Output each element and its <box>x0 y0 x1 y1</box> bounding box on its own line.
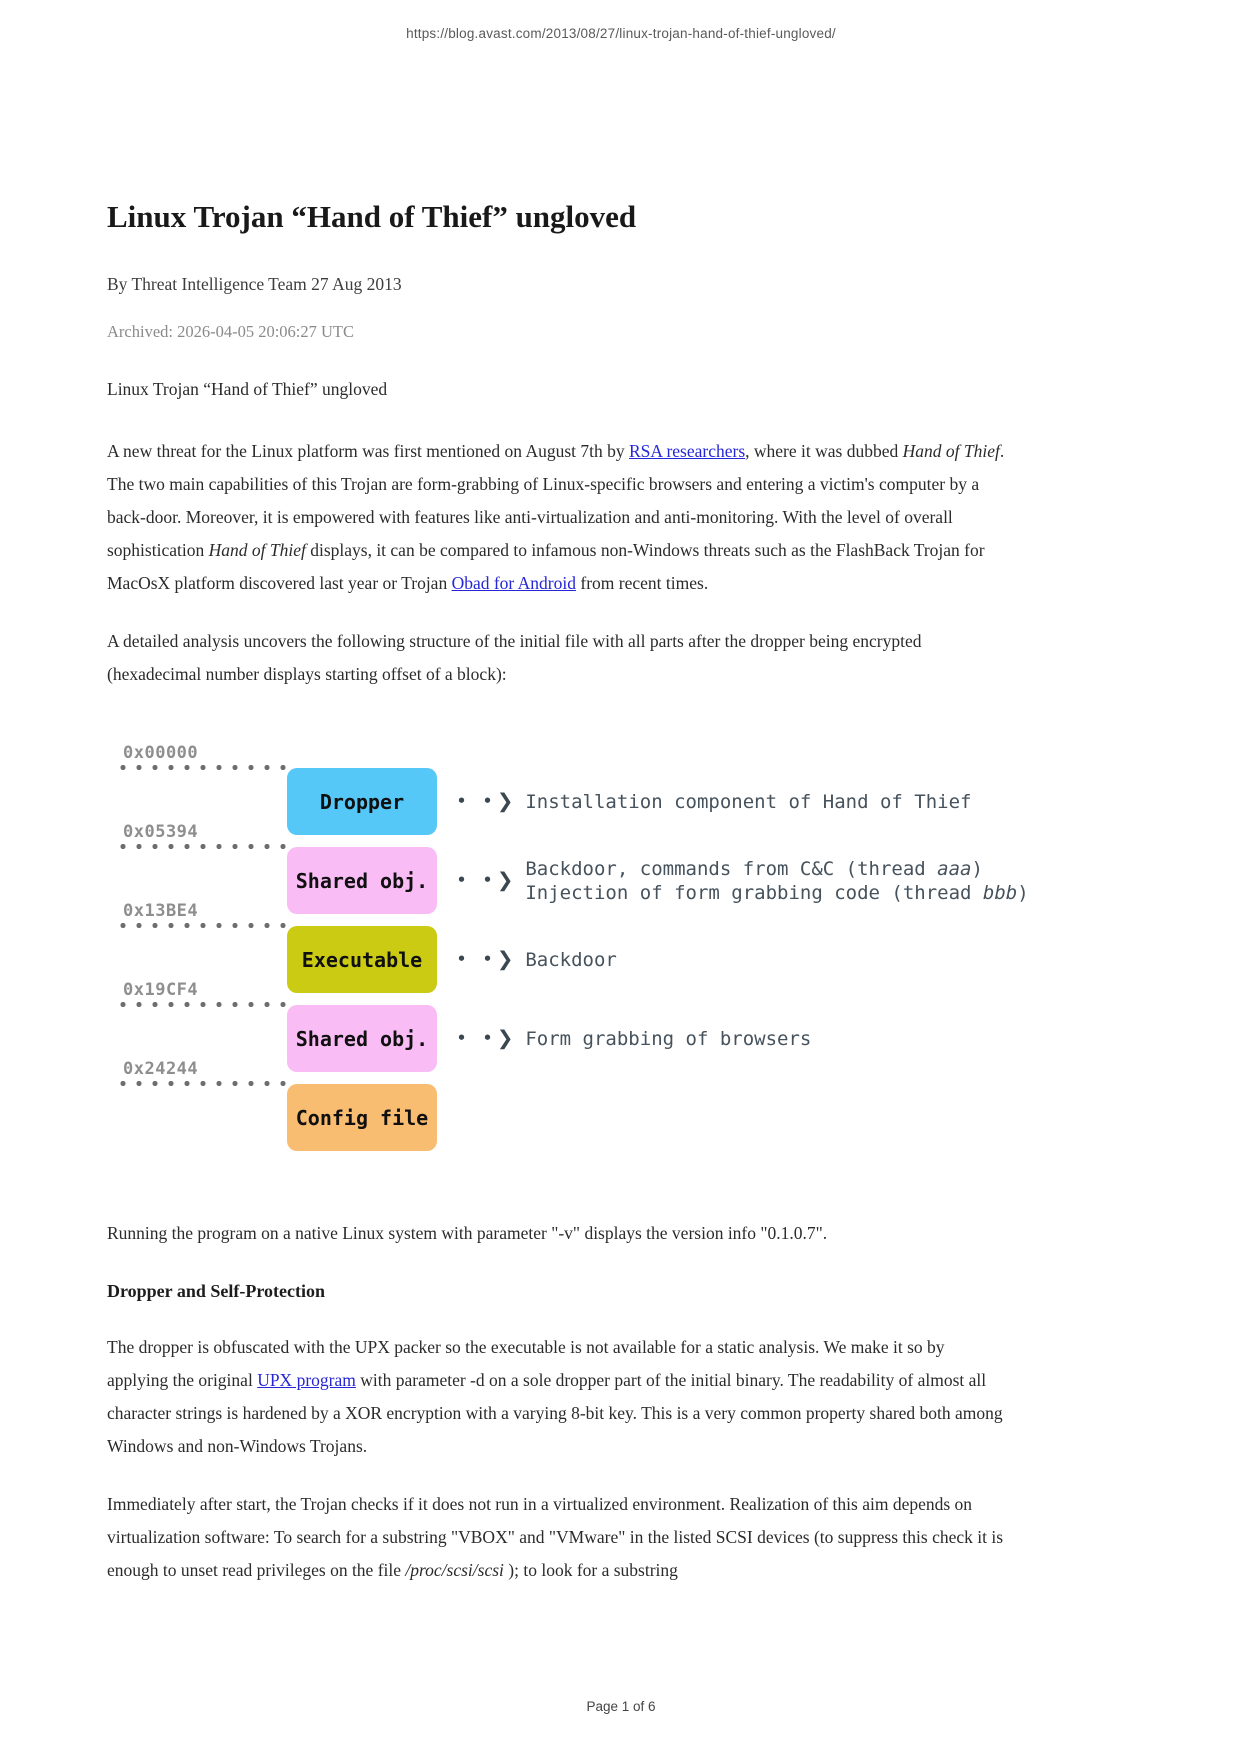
italic-text: aaa <box>937 857 972 880</box>
offset-label: 0x00000 <box>123 743 199 763</box>
annotation-line <box>525 857 1028 881</box>
dotted-leader <box>119 843 291 850</box>
diagram-annotation <box>525 857 1028 905</box>
dashed-arrow-icon: • • ❯ <box>457 944 514 975</box>
text-run: A new threat for the Linux platform was first mentioned on August 7th by <box>107 441 629 461</box>
text-run: Form grabbing of browsers <box>525 1027 812 1050</box>
article <box>107 0 1029 1587</box>
text-run: ); to look for a substring <box>503 1560 678 1580</box>
offset-block <box>119 743 297 771</box>
italic-text: /proc/scsi/scsi <box>405 1560 504 1580</box>
dashed-arrow-icon: • • ❯ <box>457 1023 514 1054</box>
diagram-annotation <box>525 1027 811 1051</box>
text-run: Injection of form grabbing code (thread <box>525 881 983 904</box>
inline-link[interactable]: UPX program <box>257 1370 356 1390</box>
italic-text: Hand of Thief <box>902 441 1000 461</box>
text-run: Running the program on a native Linux system with parameter "-v" displays the version info "0.1.0.7". <box>107 1223 828 1243</box>
text-run: , where it was dubbed <box>745 441 903 461</box>
page-number: Page 1 of 6 <box>586 1699 656 1714</box>
offset-label: 0x05394 <box>123 822 199 842</box>
text-run: from recent times. <box>576 573 709 593</box>
paragraph-structure <box>107 625 1010 691</box>
dotted-leader <box>119 1001 291 1008</box>
offset-block <box>119 980 297 1008</box>
article-subtitle: Linux Trojan “Hand of Thief” ungloved <box>107 379 388 399</box>
italic-text: bbb <box>982 881 1018 904</box>
diagram-annotation-wrap <box>457 788 971 815</box>
archived-timestamp: Archived: 2026-04-05 20:06:27 UTC <box>107 322 355 341</box>
annotation-line <box>525 1027 811 1051</box>
offset-label: 0x24244 <box>123 1059 199 1079</box>
text-run: with parameter -d on a sole dropper part of the initial binary. The readability of almost all character strings is hardened by a XOR encryption with a varying 8-bit key. This is a very common property shared both among Windows and non-Windows Trojans. <box>107 1370 1003 1456</box>
page-url: https://blog.avast.com/2013/08/27/linux-trojan-hand-of-thief-ungloved/ <box>406 26 836 41</box>
diagram-annotation-wrap <box>457 946 617 973</box>
diagram-box: Shared obj. <box>287 847 437 914</box>
diagram-box: Executable <box>287 926 437 993</box>
text-run: ) <box>971 857 983 880</box>
text-run: Installation component of Hand of Thief <box>525 790 972 813</box>
diagram-annotation-wrap <box>457 857 1029 905</box>
diagram-annotation <box>525 790 971 814</box>
text-run: . The two main capabilities of this Trojan are form-grabbing of Linux-specific browsers and entering a victim's computer by a back-door. Moreover, it is empowered with features like anti-virtualization and anti-monitoring. With the level of overall sophistication <box>107 441 1005 560</box>
offset-block <box>119 1059 297 1087</box>
dotted-leader <box>119 922 291 929</box>
diagram-row <box>107 1059 1010 1151</box>
dotted-leader <box>119 1080 291 1087</box>
diagram-annotation-wrap <box>457 1025 811 1052</box>
dotted-leader <box>119 764 291 771</box>
italic-text: Hand of Thief <box>208 540 306 560</box>
annotation-line <box>525 948 617 972</box>
text-run: A detailed analysis uncovers the following structure of the initial file with all parts after the dropper being encrypted (hexadecimal number displays starting offset of a block): <box>107 631 922 684</box>
offset-label: 0x13BE4 <box>123 901 199 921</box>
diagram-annotation <box>525 948 617 972</box>
text-run: ) <box>1017 881 1029 904</box>
article-byline: By Threat Intelligence Team 27 Aug 2013 <box>107 274 402 294</box>
article-title: Linux Trojan “Hand of Thief” ungloved <box>107 199 637 234</box>
dashed-arrow-icon: • • ❯ <box>457 786 514 817</box>
diagram-box: Dropper <box>287 768 437 835</box>
offset-label: 0x19CF4 <box>123 980 199 1000</box>
diagram <box>107 743 1029 1151</box>
diagram-box: Shared obj. <box>287 1005 437 1072</box>
inline-link[interactable]: Obad for Android <box>451 573 577 593</box>
paragraph-antivirtualization <box>107 1488 1010 1587</box>
text-run: Immediately after start, the Trojan checks if it does not run in a virtualized environment. Realization of this aim depends on virtualization software: To search for a substring "VBOX" and "VMware" in the listed SCSI devices (to suppress this check it is enough to unset read privileges on the file <box>107 1494 1004 1580</box>
dashed-arrow-icon: • • ❯ <box>457 865 514 896</box>
offset-block <box>119 822 297 850</box>
paragraph-dropper <box>107 1331 1010 1463</box>
annotation-line <box>525 790 971 814</box>
paragraph-version <box>107 1217 1010 1250</box>
annotation-line <box>525 881 1028 905</box>
section-heading: Dropper and Self-Protection <box>107 1281 325 1301</box>
inline-link[interactable]: RSA researchers <box>629 441 746 461</box>
offset-block <box>119 901 297 929</box>
paragraph-intro <box>107 435 1010 600</box>
diagram-box: Config file <box>287 1084 437 1151</box>
text-run: displays, it can be compared to infamous non-Windows threats such as the FlashBack Trojan for MacOsX platform discovered last year or Trojan <box>107 540 985 593</box>
text-run: Backdoor, commands from C&C (thread <box>525 857 938 880</box>
text-run: Backdoor <box>525 948 617 971</box>
text-run: The dropper is obfuscated with the UPX packer so the executable is not available for a static analysis. We make it so by applying the original <box>107 1337 945 1390</box>
